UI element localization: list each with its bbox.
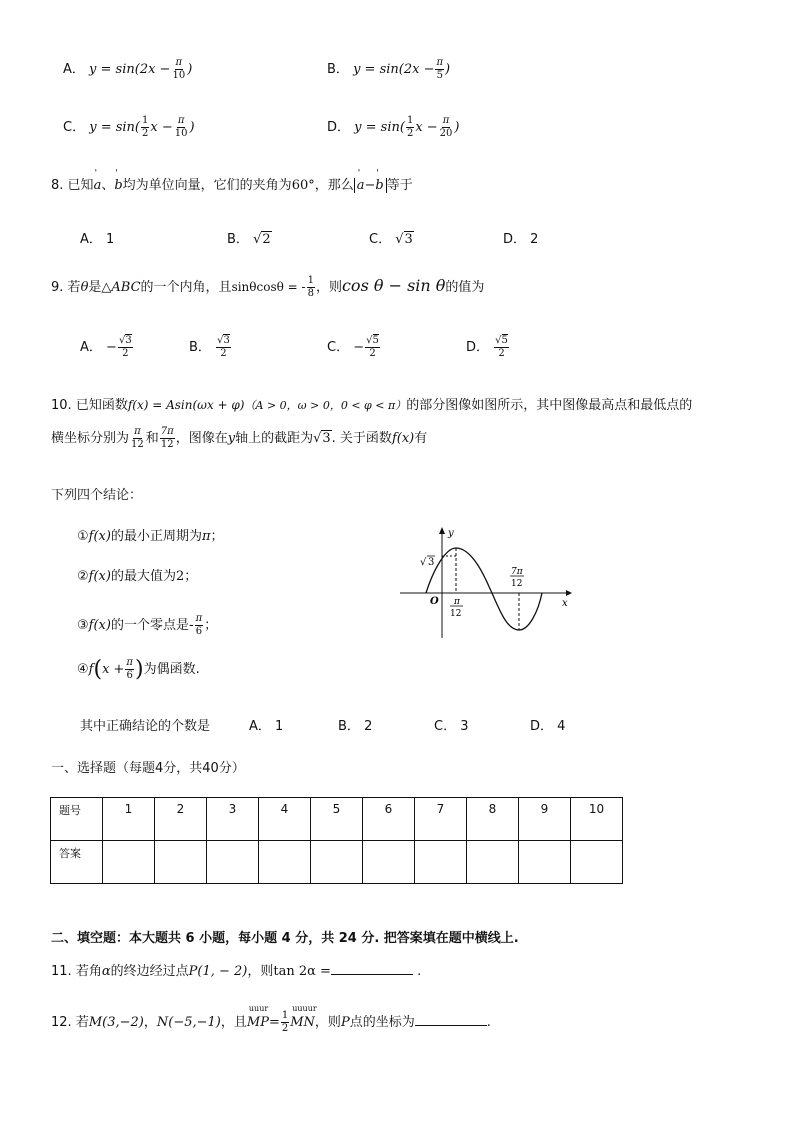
fraction	[141, 116, 149, 139]
option-value: 1	[106, 232, 115, 247]
answer-cell-6[interactable]	[363, 841, 415, 884]
mark: ②	[77, 569, 89, 584]
text: 和	[145, 431, 159, 446]
denominator: 2	[369, 348, 376, 359]
q9-option-a	[80, 336, 134, 359]
text: 等于	[386, 178, 413, 193]
text: 、	[101, 178, 115, 193]
q8-option-a	[80, 228, 114, 247]
table-row-numbers	[51, 798, 623, 841]
text: ，那么	[314, 178, 354, 193]
vector-a: ' a	[94, 178, 102, 193]
q7-option-a	[63, 58, 192, 81]
text: 的部分图像如图所示，其中图像最高点和最低点的	[406, 398, 693, 413]
numerator: 1	[142, 115, 149, 126]
y-label: y	[448, 528, 454, 539]
denominator: 10	[174, 128, 188, 139]
denominator: 8	[307, 288, 314, 299]
text: 横坐标分别为	[51, 431, 130, 446]
q8-option-b	[227, 228, 272, 247]
sine-curve	[426, 548, 542, 630]
numerator: π	[436, 57, 444, 68]
denominator: 12	[160, 439, 174, 450]
q9-option-d	[466, 336, 510, 359]
text: .	[486, 1015, 491, 1030]
option-label: A．	[249, 719, 271, 734]
q10-stem-line2	[51, 427, 427, 450]
numerator: π	[442, 115, 450, 126]
answer-cell-9[interactable]	[519, 841, 571, 884]
answer-cell-5[interactable]	[311, 841, 363, 884]
option-expr: y = sin(2x −	[89, 62, 171, 77]
option-value: 4	[557, 719, 566, 734]
denominator: 6	[126, 670, 133, 681]
radicand: 3	[404, 232, 413, 247]
numerator: 1	[307, 275, 314, 286]
q7-option-c	[63, 116, 195, 139]
text: ，则	[315, 280, 342, 295]
fraction: $\frac{√3}{2}$	[118, 335, 132, 359]
q12-stem: 12. 若M(3,−2)，N(−5,−1)，且 uuur MP= $\frac{1}{2}$ uuuur MN，则P点的坐标为 .	[51, 1004, 491, 1034]
table-cell: 5	[311, 798, 363, 841]
option-value: 1	[275, 719, 284, 734]
option-expr: y = sin(2x −	[353, 62, 435, 77]
text: ，图像在	[175, 431, 228, 446]
fraction: $\frac{√3}{2}$	[217, 335, 230, 359]
y-axis-arrow	[439, 527, 445, 534]
question-number: 8.	[51, 178, 64, 193]
radicand: 3	[322, 431, 331, 446]
denominator: 20	[439, 128, 453, 139]
text: ；	[204, 618, 218, 633]
q10-stem-line3	[51, 484, 142, 503]
text: 若	[67, 280, 81, 295]
q10-conclusion-4: ④f(x + $\frac{\pi}{6}$ )为偶函数.	[77, 657, 200, 682]
function: f(x)	[391, 431, 415, 446]
denominator: 2	[142, 128, 149, 139]
q9-option-b	[189, 336, 232, 359]
radicand: 5	[501, 335, 508, 346]
mark: ④	[77, 662, 89, 677]
table-cell: 6	[363, 798, 415, 841]
intercept-label: √	[420, 557, 427, 568]
answer-cell-4[interactable]	[259, 841, 311, 884]
radicand: 3	[223, 335, 230, 346]
text: 已知	[67, 178, 94, 193]
equals: =	[268, 1015, 280, 1030]
question-number: 12.	[51, 1015, 72, 1030]
expression: tan 2α =	[273, 964, 331, 979]
triangle: △ABC	[101, 280, 141, 295]
denominator: 2	[281, 1023, 289, 1034]
option-close: )	[454, 120, 460, 135]
text: 的一个零点是	[110, 618, 189, 633]
table-cell: 9	[519, 798, 571, 841]
numerator: 7π	[160, 426, 174, 437]
sqrt: √3	[395, 232, 413, 247]
table-cell: 3	[207, 798, 259, 841]
q10-option-a	[249, 715, 283, 734]
option-label: B．	[227, 232, 249, 247]
sine-graph	[396, 524, 576, 644]
numerator: 1	[406, 115, 414, 126]
fraction	[406, 116, 414, 139]
denominator: 2	[122, 348, 129, 359]
mark: ③	[77, 618, 89, 633]
option-close: )	[445, 62, 451, 77]
option-label: D．	[530, 719, 554, 734]
text: .	[417, 964, 422, 979]
radicand: 2	[262, 232, 271, 247]
point-p: P	[340, 1015, 350, 1030]
option-label: B．	[327, 62, 349, 77]
option-label: B．	[338, 719, 360, 734]
q7-option-d	[327, 116, 459, 139]
answer-cell-8[interactable]	[467, 841, 519, 884]
text: ，且	[220, 1015, 247, 1030]
fraction: $\frac{√5}{2}$	[366, 335, 379, 359]
sign: -	[188, 618, 194, 633]
denominator: 10	[172, 70, 186, 81]
text: . 关于函数	[331, 431, 392, 446]
abs-expression	[354, 178, 387, 193]
q8-stem	[51, 174, 413, 193]
numerator: π	[134, 426, 141, 437]
fraction	[439, 116, 454, 139]
q10-stem-line1	[51, 394, 692, 413]
option-expr: y = sin(	[354, 120, 405, 135]
fraction	[130, 427, 145, 450]
x-axis-arrow	[566, 590, 572, 596]
section-1-title	[51, 757, 245, 776]
option-label: C．	[369, 232, 392, 247]
text: 有	[414, 431, 428, 446]
question-number: 10.	[51, 398, 72, 413]
fraction	[160, 427, 175, 450]
answer-table	[50, 797, 623, 884]
answer-cell-7[interactable]	[415, 841, 467, 884]
origin-label: O	[430, 596, 439, 607]
function: f(x)	[88, 569, 111, 584]
min-x-numerator: 7π	[511, 567, 523, 577]
max-x-denominator: 12	[450, 609, 462, 619]
intercept-radicand: 3	[428, 557, 435, 568]
value: π	[201, 529, 211, 544]
value: 2	[175, 569, 185, 584]
fraction	[281, 1011, 289, 1034]
table-cell: 4	[259, 798, 311, 841]
option-value: 2	[530, 232, 539, 247]
mark: ①	[77, 529, 89, 544]
fraction	[195, 614, 204, 637]
title-text: 一、选择题（每题4分，共40分）	[51, 761, 245, 776]
text: 若	[75, 1015, 89, 1030]
q10-conclusion-1	[77, 525, 224, 544]
condition: sinθcosθ = -	[231, 280, 306, 294]
text: 的值为	[445, 280, 485, 295]
text: ；	[210, 529, 224, 544]
numerator: π	[126, 657, 133, 668]
numerator: 1	[281, 1010, 289, 1021]
expression: x +	[102, 662, 125, 677]
function: f	[88, 662, 94, 677]
q10-conclusion-2	[77, 565, 197, 584]
text: 已知函数	[75, 398, 128, 413]
answer-cell-2[interactable]	[155, 841, 207, 884]
q8-option-d	[503, 228, 538, 247]
option-label: C．	[63, 120, 86, 135]
fraction	[171, 58, 186, 81]
option-label: A．	[80, 232, 102, 247]
q9-stem	[51, 276, 484, 299]
option-label: A．	[80, 340, 102, 355]
radicand: 5	[372, 335, 379, 346]
text: 轴上的截距为	[235, 431, 314, 446]
point-m: M(3,−2)	[88, 1015, 144, 1030]
vector-a: ' a	[357, 178, 365, 193]
text: ；	[184, 569, 198, 584]
option-value: 2	[364, 719, 373, 734]
q7-option-b	[327, 58, 450, 81]
option-expr: x −	[150, 120, 173, 135]
answer-cell-1[interactable]	[103, 841, 155, 884]
option-expr: x −	[415, 120, 438, 135]
text: 其中正确结论的个数是	[80, 719, 211, 734]
theta: θ	[80, 280, 89, 295]
text: 下列四个结论：	[51, 488, 143, 503]
vector-mn: MN	[290, 1015, 315, 1030]
expression: cos θ − sin θ	[341, 276, 446, 295]
sqrt: √2	[253, 232, 271, 247]
fraction: $\frac{√5}{2}$	[495, 335, 508, 359]
numerator: π	[177, 115, 185, 126]
question-number: 11.	[51, 964, 72, 979]
text: ，	[143, 1015, 157, 1030]
table-cell: 2	[155, 798, 207, 841]
answer-blank[interactable]	[415, 1014, 487, 1026]
conditions: （A > 0，ω > 0，0 < φ < π）	[244, 399, 407, 412]
fraction	[174, 116, 189, 139]
section-2-title	[51, 927, 519, 946]
vector-b: ' b	[375, 178, 383, 193]
table-cell: 8	[467, 798, 519, 841]
option-value: 3	[460, 719, 469, 734]
text: 为偶函数.	[143, 662, 200, 677]
text: 的最小正周期为	[110, 529, 202, 544]
q10-conclusion-3	[77, 614, 217, 637]
fraction	[435, 58, 444, 81]
text: 的终边经过点	[110, 964, 189, 979]
option-label: C．	[434, 719, 457, 734]
q10-option-d	[530, 715, 565, 734]
min-x-denominator: 12	[511, 579, 523, 589]
denominator: 2	[406, 128, 414, 139]
denominator: 12	[131, 439, 144, 450]
option-label: C．	[327, 340, 350, 355]
point-n: N(−5,−1)	[156, 1015, 221, 1030]
point: P(1, − 2)	[188, 964, 248, 979]
text: ，则	[314, 1015, 341, 1030]
option-label: D．	[327, 120, 351, 135]
minus-sign: −	[364, 178, 376, 193]
function-def: f(x) = Asin(ωx + φ)	[127, 398, 245, 412]
vector-mp: MP	[246, 1015, 269, 1030]
angle-value: 60°	[291, 178, 315, 193]
option-close: )	[187, 62, 193, 77]
numerator: π	[195, 613, 203, 624]
sqrt: √3	[313, 431, 331, 446]
table-cell: 10	[571, 798, 623, 841]
text: 的一个内角，且	[140, 280, 232, 295]
q10-count-line	[80, 715, 210, 734]
q8-option-c	[369, 228, 414, 247]
text: 的最大值为	[110, 569, 176, 584]
option-label: D．	[503, 232, 527, 247]
title-text: 二、填空题：本大题共 6 小题，每小题 4 分，共 24 分. 把答案填在题中横线上.	[51, 931, 519, 946]
answer-blank[interactable]	[331, 963, 413, 975]
question-number: 9.	[51, 280, 64, 295]
q10-option-c	[434, 715, 469, 734]
text: 点的坐标为	[349, 1015, 415, 1030]
q10-option-b	[338, 715, 372, 734]
alpha: α	[101, 964, 111, 979]
function: f(x)	[88, 529, 111, 544]
denominator: 6	[195, 626, 203, 637]
text: 均为单位向量，它们的夹角为	[122, 178, 292, 193]
text: 若角	[75, 964, 102, 979]
radicand: 3	[125, 335, 132, 346]
option-close: )	[189, 120, 195, 135]
table-cell: 1	[103, 798, 155, 841]
table-header-cell: 答案	[51, 841, 103, 884]
text: 是	[88, 280, 102, 295]
option-label: B．	[189, 340, 211, 355]
q11-stem	[51, 960, 421, 979]
option-label: A．	[63, 62, 85, 77]
table-cell: 7	[415, 798, 467, 841]
denominator: 2	[220, 348, 227, 359]
text: ，则	[247, 964, 274, 979]
sign: −	[353, 340, 365, 355]
option-expr: y = sin(	[89, 120, 140, 135]
table-row-answers	[51, 841, 623, 884]
y-axis: y	[227, 431, 236, 446]
answer-cell-3[interactable]	[207, 841, 259, 884]
fraction	[307, 276, 315, 299]
answer-cell-10[interactable]	[571, 841, 623, 884]
function: f(x)	[88, 618, 111, 633]
x-label: x	[562, 598, 568, 609]
numerator: π	[175, 57, 183, 68]
max-x-numerator: π	[454, 597, 460, 607]
table-header-cell: 题号	[51, 798, 103, 841]
sign: −	[106, 340, 117, 355]
option-label: D．	[466, 340, 490, 355]
denominator: 5	[436, 70, 443, 81]
denominator: 2	[498, 348, 505, 359]
fraction	[125, 658, 134, 681]
vector-b: ' b	[114, 178, 122, 193]
q9-option-c	[327, 336, 381, 359]
